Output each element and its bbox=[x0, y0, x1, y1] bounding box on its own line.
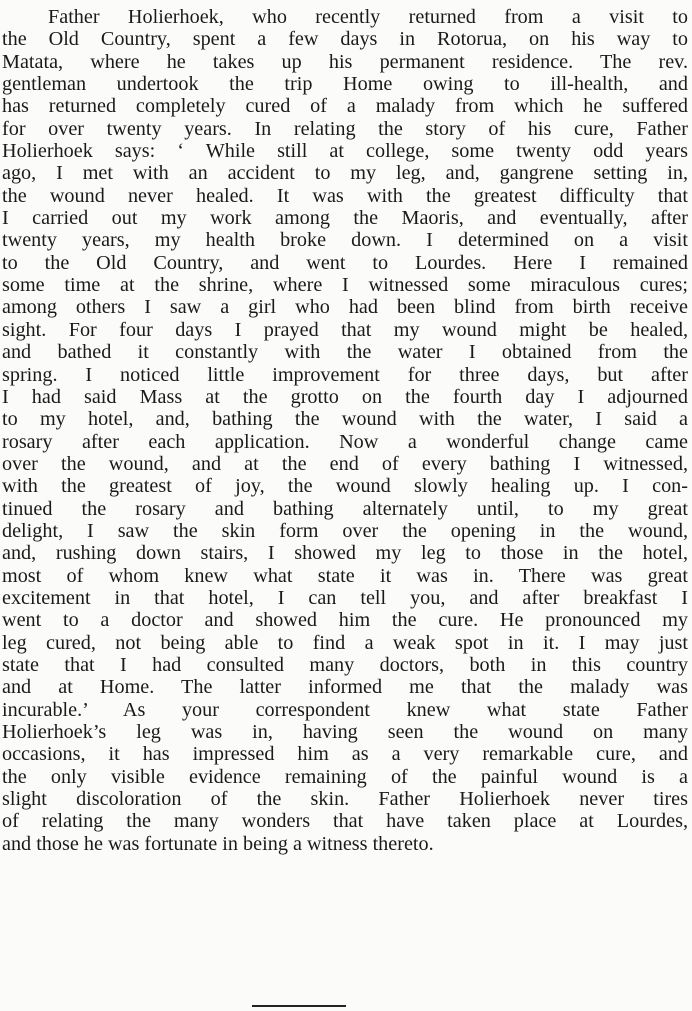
article-line: spring. I noticed little improvement for three days, but after bbox=[2, 363, 688, 386]
article-line: to my hotel, and, bathing the wound with the water, I said a bbox=[2, 408, 688, 431]
article-line: with the greatest of joy, the wound slowly healing up. I con- bbox=[2, 475, 688, 498]
end-rule-divider bbox=[252, 1005, 346, 1007]
article-line: leg cured, not being able to find a weak spot in it. I may just bbox=[2, 631, 688, 654]
article-line: and those he was fortunate in being a witness thereto. bbox=[2, 832, 434, 855]
article-line: rosary after each application. Now a wonderful change came bbox=[2, 430, 688, 453]
article-line: gentleman undertook the trip Home owing to ill-health, and bbox=[2, 73, 688, 96]
article-line: ago, I met with an accident to my leg, and, gangrene setting in, bbox=[2, 162, 688, 185]
article-line: for over twenty years. In relating the story of his cure, Father bbox=[2, 117, 688, 140]
article-line: the only visible evidence remaining of the painful wound is a bbox=[2, 765, 688, 788]
article-line: sight. For four days I prayed that my wound might be healed, bbox=[2, 318, 688, 341]
article-line: and bathed it constantly with the water I obtained from the bbox=[2, 341, 688, 364]
article-line: the wound never healed. It was with the greatest difficulty that bbox=[2, 184, 688, 207]
article-line: and, rushing down stairs, I showed my leg to those in the hotel, bbox=[2, 542, 688, 565]
article-line: over the wound, and at the end of every bathing I witnessed, bbox=[2, 452, 688, 475]
article-line: Matata, where he takes up his permanent residence. The rev. bbox=[2, 50, 688, 73]
article-line: excitement in that hotel, I can tell you, and after breakfast I bbox=[2, 586, 688, 609]
article-line: among others I saw a girl who had been blind from birth receive bbox=[2, 296, 688, 319]
article-body bbox=[2, 6, 688, 855]
article-line: some time at the shrine, where I witnessed some miraculous cures; bbox=[2, 274, 688, 297]
article-line: tinued the rosary and bathing alternately until, to my great bbox=[2, 497, 688, 520]
article-line: Father Holierhoek, who recently returned from a visit to bbox=[48, 6, 688, 28]
article-line: twenty years, my health broke down. I determined on a visit bbox=[2, 229, 688, 252]
article-line: I carried out my work among the Maoris, and eventually, after bbox=[2, 207, 688, 230]
article-line: Holierhoek’s leg was in, having seen the wound on many bbox=[2, 721, 688, 743]
article-line: occasions, it has impressed him as a very remarkable cure, and bbox=[2, 743, 688, 766]
article-line: slight discoloration of the skin. Father Holierhoek never tires bbox=[2, 788, 688, 811]
article-line: has returned completely cured of a malady from which he suffered bbox=[2, 95, 688, 118]
article-line: to the Old Country, and went to Lourdes. Here I remained bbox=[2, 251, 688, 274]
article-line: delight, I saw the skin form over the opening in the wound, bbox=[2, 519, 688, 542]
article-line: Holierhoek says: ‘ While still at college, some twenty odd years bbox=[2, 140, 688, 163]
article-line: and at Home. The latter informed me that the malady was bbox=[2, 676, 688, 699]
article-line: incurable.’ As your correspondent knew what state Father bbox=[2, 698, 688, 721]
article-line: most of whom knew what state it was in. There was great bbox=[2, 564, 688, 587]
article-line: I had said Mass at the grotto on the fourth day I adjourned bbox=[2, 385, 688, 408]
article-line: of relating the many wonders that have taken place at Lourdes, bbox=[2, 810, 688, 833]
article-line: state that I had consulted many doctors, both in this country bbox=[2, 653, 688, 676]
article-line: went to a doctor and showed him the cure. He pronounced my bbox=[2, 609, 688, 632]
article-line: the Old Country, spent a few days in Rotorua, on his way to bbox=[2, 28, 688, 51]
